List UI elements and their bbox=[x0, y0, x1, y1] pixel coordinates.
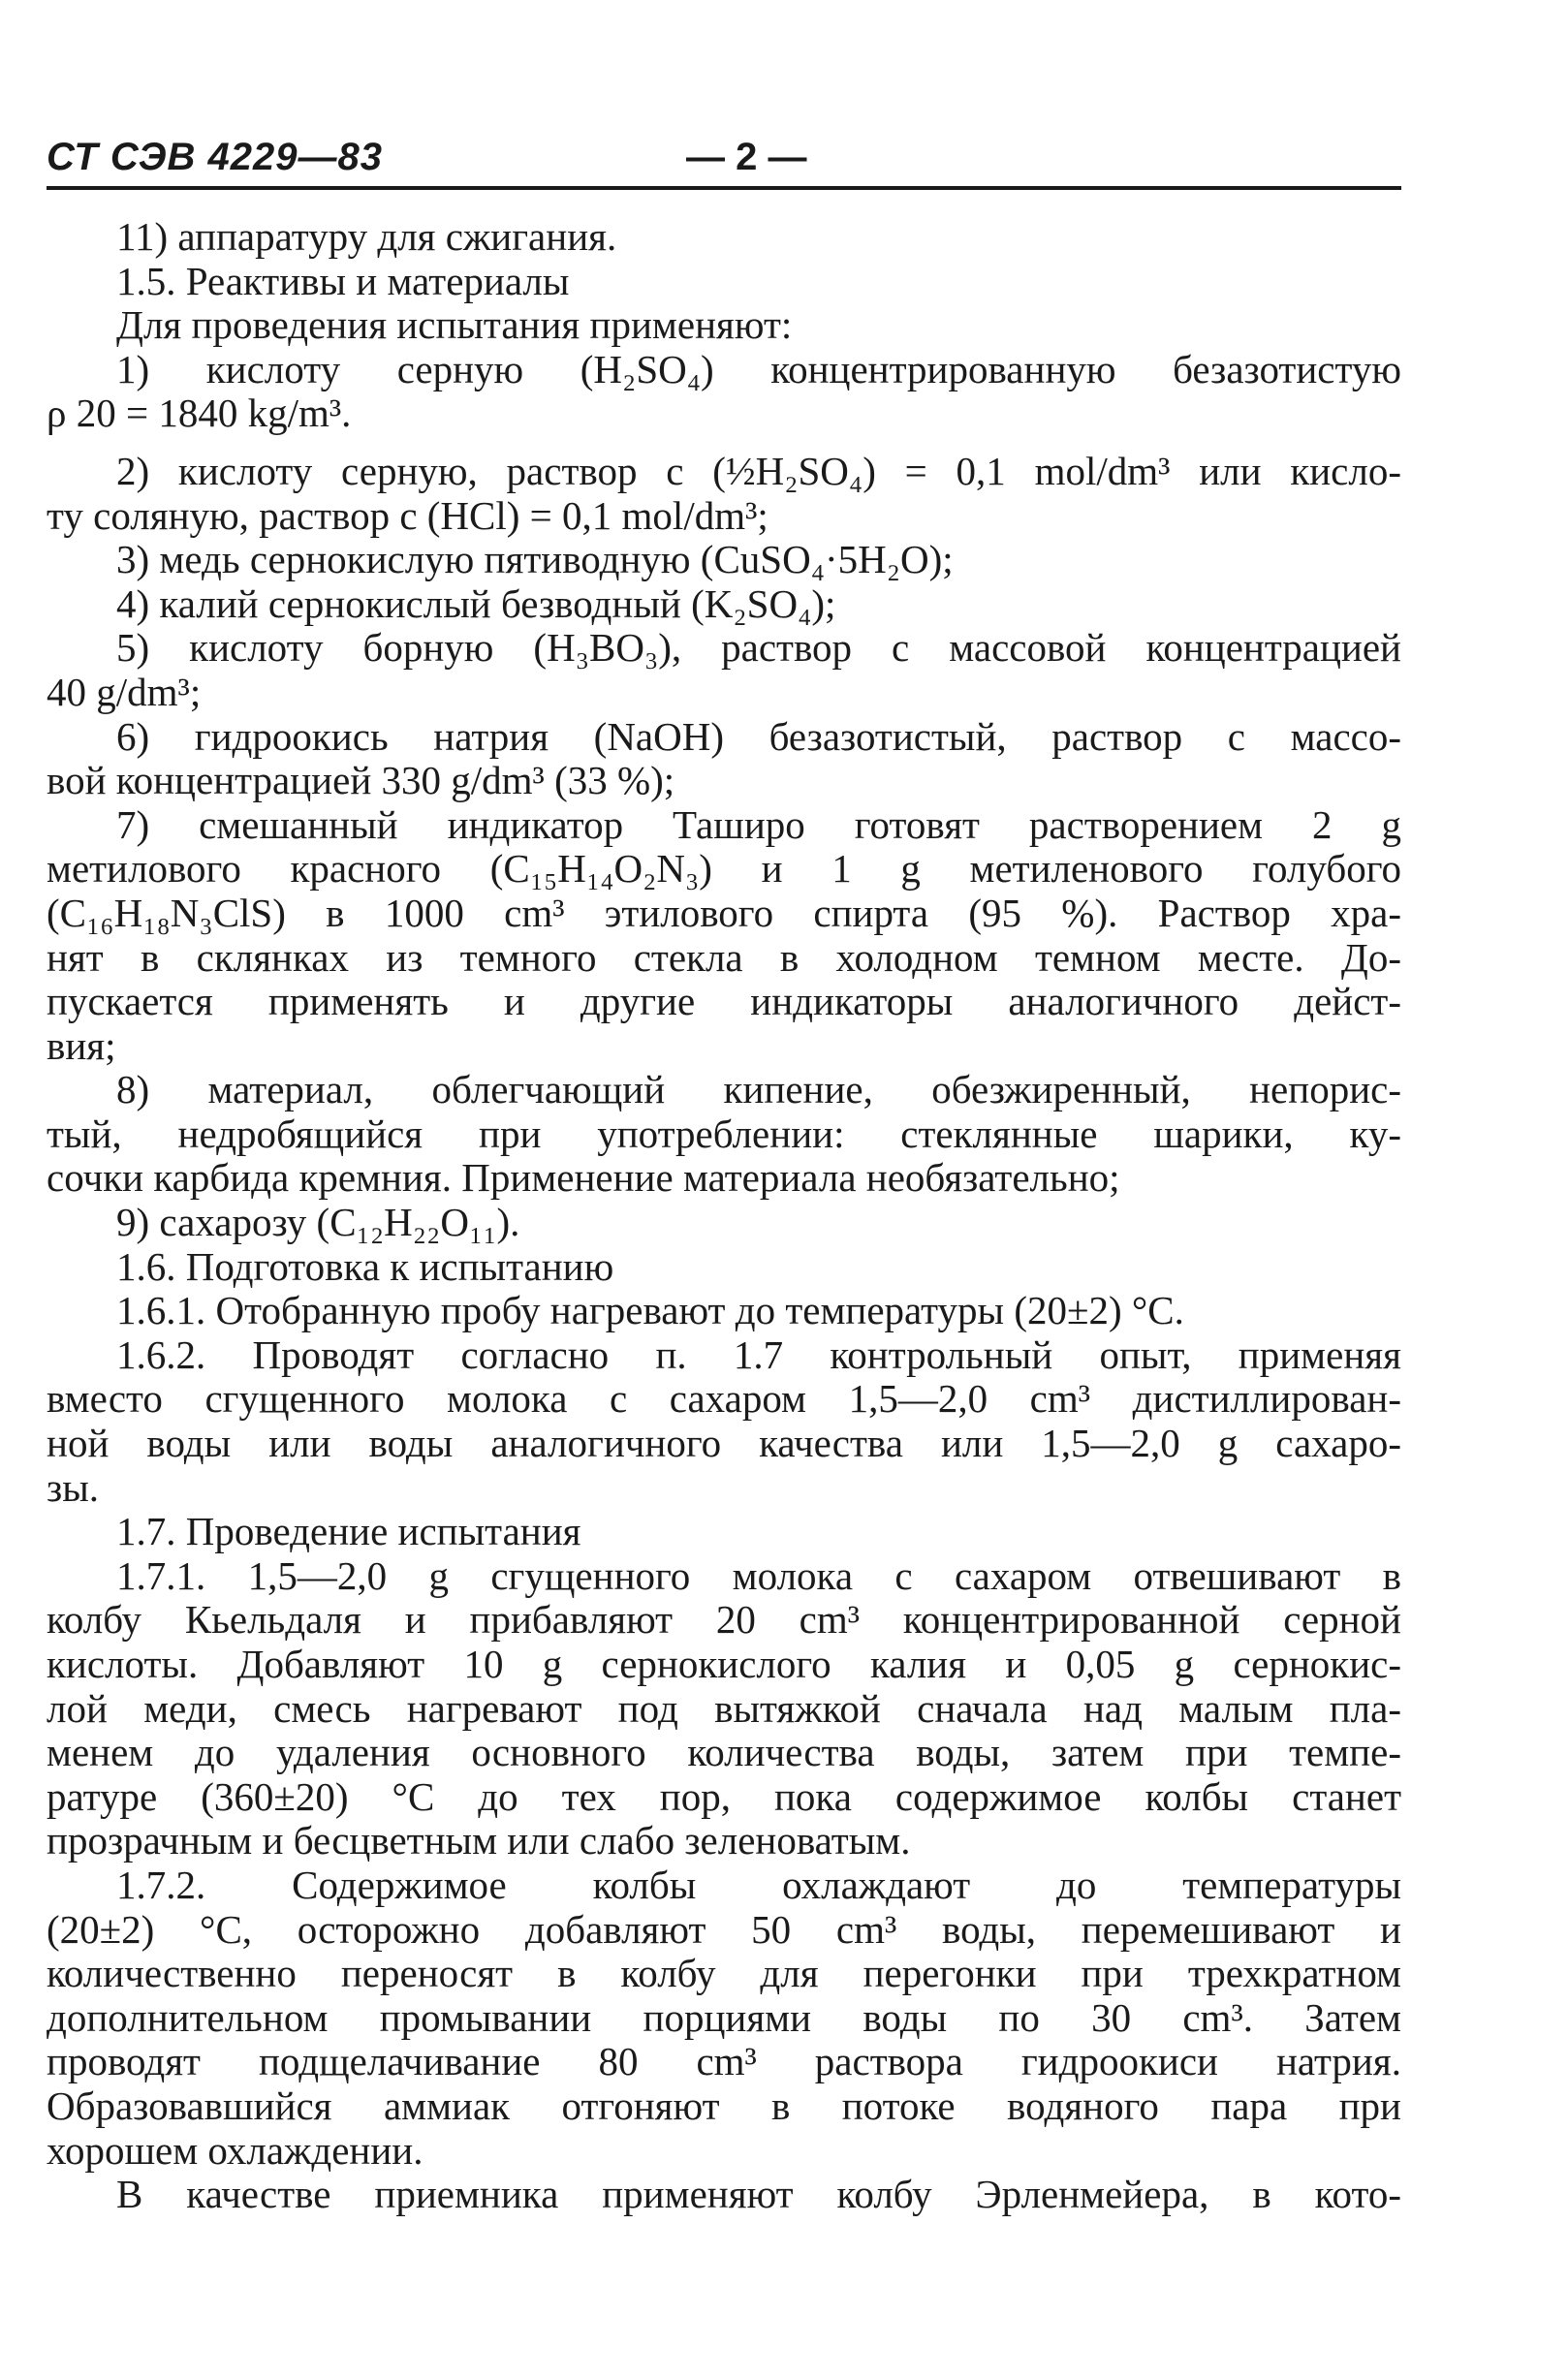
text-line: метилового красного (C₁₅H₁₄O₂N₃) и 1 g метиленового голубого bbox=[47, 847, 1401, 892]
text-line: нят в склянках из темного стекла в холодном темном месте. До- bbox=[47, 935, 1401, 980]
text-line: тый, недробящийся при употреблении: стеклянные шарики, ку- bbox=[47, 1112, 1401, 1156]
text-line: (20±2) °C, осторожно добавляют 50 cm³ воды, перемешивают и bbox=[47, 1907, 1401, 1952]
text-line: лой меди, смесь нагревают под вытяжкой сначала над малым пла- bbox=[47, 1686, 1401, 1731]
text-line: Образовавшийся аммиак отгоняют в потоке водяного пара при bbox=[47, 2083, 1401, 2128]
text-line: пускается применять и другие индикаторы аналогичного дейст- bbox=[47, 980, 1401, 1024]
text-line: вия; bbox=[47, 1023, 116, 1068]
text-line: сочки карбида кремния. Применение материала необязательно; bbox=[47, 1156, 1120, 1201]
text-line: ной воды или воды аналогичного качества или 1,5—2,0 g сахаро- bbox=[47, 1422, 1401, 1466]
text-line: 7) смешанный индикатор Таширо готовят растворением 2 g bbox=[116, 802, 1401, 847]
text-line: 1.6. Подготовка к испытанию bbox=[116, 1244, 614, 1289]
text-line: хорошем охлаждении. bbox=[47, 2128, 423, 2173]
text-line: 8) материал, облегчающий кипение, обезжиренный, непорис- bbox=[116, 1068, 1401, 1112]
header-rule bbox=[47, 186, 1401, 190]
page-header bbox=[47, 128, 1401, 186]
text-line: менем до удаления основного количества воды, затем при темпе- bbox=[47, 1731, 1401, 1775]
text-line: колбу Кьельдаля и прибавляют 20 cm³ концентрированной серной bbox=[47, 1598, 1401, 1643]
text-line: прозрачным и бесцветным или слабо зеленоватым. bbox=[47, 1819, 911, 1863]
text-line: дополнительном промывании порциями воды по 30 cm³. Затем bbox=[47, 1995, 1401, 2040]
text-line: 1.6.2. Проводят согласно п. 1.7 контрольный опыт, применяя bbox=[116, 1332, 1401, 1377]
text-line: В качестве приемника применяют колбу Эрленмейера, в кото- bbox=[116, 2173, 1401, 2217]
text-line: 1) кислоту серную (H₂SO₄) концентрированную безазотистую bbox=[116, 347, 1401, 391]
text-line: (C₁₆H₁₈N₃ClS) в 1000 cm³ этилового спирта (95 %). Раствор хра- bbox=[47, 891, 1401, 935]
text-line: зы. bbox=[47, 1465, 99, 1510]
text-line: проводят подщелачивание 80 cm³ раствора гидроокиси натрия. bbox=[47, 2040, 1401, 2084]
text-line: 9) сахарозу (C₁₂H₂₂O₁₁). bbox=[116, 1201, 520, 1245]
text-line: 2) кислоту серную, раствор с (½H₂SO₄) = 0,1 mol/dm³ или кисло- bbox=[116, 449, 1401, 493]
document-body bbox=[47, 215, 1401, 2217]
standard-code: СТ СЭВ 4229—83 bbox=[47, 136, 384, 178]
text-line: ту соляную, раствор с (HCl) = 0,1 mol/dm³; bbox=[47, 493, 768, 538]
text-line: ρ 20 = 1840 kg/m³. bbox=[47, 391, 352, 436]
text-line: вой концентрацией 330 g/dm³ (33 %); bbox=[47, 759, 675, 803]
text-line: 1.5. Реактивы и материалы bbox=[116, 259, 570, 303]
text-line: 1.6.1. Отобранную пробу нагревают до температуры (20±2) °C. bbox=[116, 1289, 1184, 1333]
text-line: ратуре (360±20) °C до тех пор, пока содержимое колбы станет bbox=[47, 1774, 1401, 1819]
text-line: количественно переносят в колбу для перегонки при трехкратном bbox=[47, 1952, 1401, 1996]
text-line: 6) гидроокись натрия (NaOH) безазотистый, раствор с массо- bbox=[116, 714, 1401, 759]
text-line: 4) калий сернокислый безводный (K₂SO₄); bbox=[116, 581, 836, 626]
text-line: 3) медь сернокислую пятиводную (CuSO₄·5H₂O); bbox=[116, 538, 954, 582]
text-line: 1.7. Проведение испытания bbox=[116, 1510, 581, 1554]
text-line: 5) кислоту борную (H₃BO₃), раствор с массовой концентрацией bbox=[116, 626, 1401, 671]
text-line: Для проведения испытания применяют: bbox=[116, 303, 793, 348]
text-line: 1.7.2. Содержимое колбы охлаждают до температуры bbox=[116, 1863, 1401, 1907]
text-line: 40 g/dm³; bbox=[47, 670, 202, 714]
text-line: кислоты. Добавляют 10 g сернокислого калия и 0,05 g сернокис- bbox=[47, 1643, 1401, 1686]
text-line: 1.7.1. 1,5—2,0 g сгущенного молока с сахаром отвешивают в bbox=[116, 1553, 1401, 1598]
text-line: вместо сгущенного молока с сахаром 1,5—2,0 cm³ дистиллирован- bbox=[47, 1377, 1401, 1422]
page-number: — 2 — bbox=[686, 136, 807, 178]
text-line: 11) аппаратуру для сжигания. bbox=[116, 215, 617, 259]
